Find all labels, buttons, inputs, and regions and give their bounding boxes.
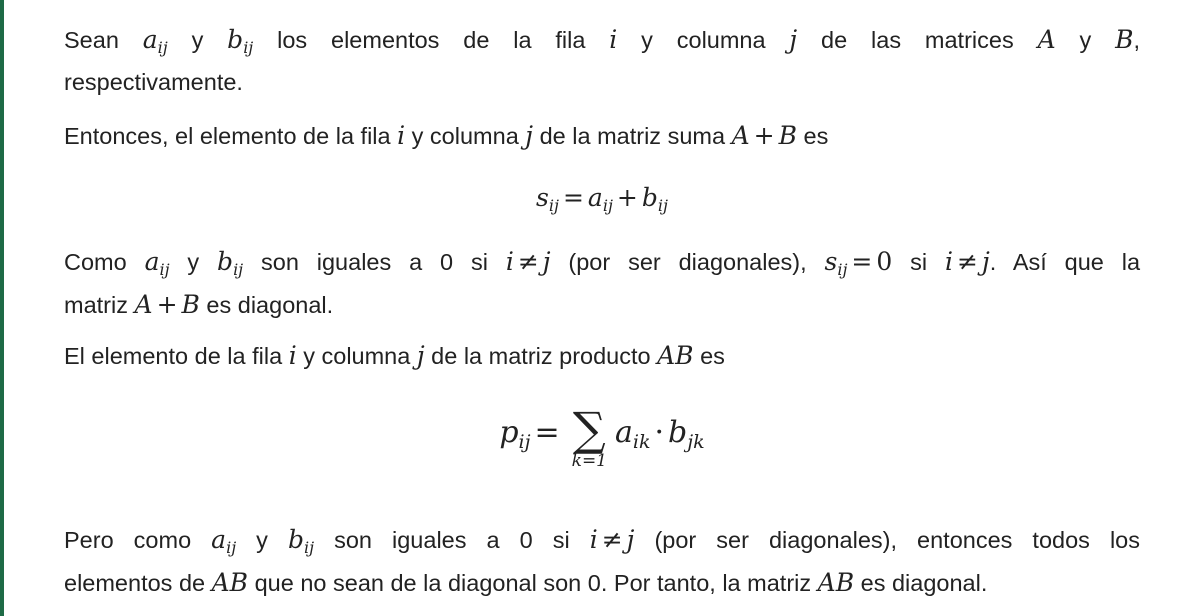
math-not-equal: ≠ (517, 247, 539, 276)
math-AB: AB (817, 568, 855, 597)
paragraph-definitions-line-1 (64, 22, 1140, 65)
text: . Así que la (989, 249, 1141, 275)
math-sub-ij: ij (226, 538, 237, 557)
text: y columna (617, 27, 790, 53)
text: es (796, 123, 829, 149)
math-sub-jk: jk (687, 431, 705, 453)
math-equals: = (562, 183, 584, 212)
math-s: s (536, 183, 549, 212)
math-plus: + (616, 183, 638, 212)
math-not-equal: ≠ (957, 247, 978, 276)
text: matriz (64, 292, 135, 318)
math-AB: AB (211, 568, 249, 597)
text: es diagonal. (199, 292, 334, 318)
math-plus: + (156, 290, 178, 319)
math-B: B (1115, 25, 1134, 54)
math-i: i (589, 525, 598, 554)
text: son iguales a 0 si (243, 249, 506, 275)
math-s: s (824, 247, 838, 276)
text: de la matriz producto (424, 343, 658, 369)
text: elementos de (64, 570, 212, 596)
math-b: b (217, 247, 234, 276)
math-a: a (142, 25, 158, 54)
math-b: b (668, 415, 688, 450)
text: El elemento de la fila (64, 343, 289, 369)
math-sub-ij: ij (548, 196, 559, 215)
math-b: b (641, 183, 658, 212)
text: Como (64, 249, 145, 275)
math-i: i (397, 121, 406, 150)
text: y columna (405, 123, 526, 149)
summation (571, 402, 608, 471)
text: , (1133, 27, 1140, 53)
left-accent-bar (0, 0, 4, 616)
math-sub-ij: ij (233, 260, 244, 279)
math-a: a (211, 525, 227, 554)
math-sub-ij: ij (303, 538, 315, 557)
math-sub-ij: ij (837, 260, 848, 279)
math-i: i (505, 247, 514, 276)
math-sub-ij: ij (159, 260, 170, 279)
equation-product-lhs (499, 415, 563, 453)
math-cdot: · (654, 415, 665, 450)
paragraph-sum-diagonal-line-1 (64, 244, 1140, 287)
math-j: j (416, 341, 425, 370)
math-a: a (615, 415, 633, 450)
summation-lower-limit: k=1 (571, 451, 608, 471)
math-j: j (626, 525, 635, 554)
text: de las matrices (797, 27, 1038, 53)
text: y (169, 249, 218, 275)
text: es (693, 343, 725, 369)
math-zero: 0 (876, 247, 893, 276)
math-AB: AB (657, 341, 694, 370)
text: que no sean de la diagonal son 0. Por tanto, la matriz (248, 570, 818, 596)
math-a: a (587, 183, 603, 212)
math-i: i (609, 25, 618, 54)
paragraph-sum-diagonal-line-2 (64, 287, 1140, 323)
paragraph-product-diagonal (64, 522, 1140, 601)
math-A: A (1037, 25, 1056, 54)
math-not-equal: ≠ (601, 525, 623, 554)
math-j: j (525, 121, 534, 150)
paragraph-sum-diagonal (64, 244, 1140, 323)
math-sub-ij: ij (243, 38, 254, 57)
text: y (236, 527, 288, 553)
text: Pero como (64, 527, 212, 553)
paragraph-product-element (64, 338, 1140, 374)
text: (por ser diagonales), entonces todos los (634, 527, 1140, 553)
math-sub-ij: ij (518, 431, 531, 453)
math-b: b (287, 525, 304, 554)
paragraph-definitions (64, 22, 1140, 100)
math-i: i (945, 247, 953, 276)
text: los elementos de la fila (253, 27, 610, 53)
text: y (1055, 27, 1116, 53)
text: es diagonal. (854, 570, 988, 596)
math-A: A (731, 121, 750, 150)
math-p: p (499, 415, 519, 450)
math-sub-ij: ij (157, 38, 168, 57)
text: Entonces, el elemento de la fila (64, 123, 398, 149)
math-b: b (227, 25, 244, 54)
math-i: i (288, 341, 297, 370)
math-j: j (542, 247, 551, 276)
math-sub-ij: ij (602, 196, 613, 215)
math-sub-ij: ij (657, 196, 668, 215)
math-B: B (778, 121, 797, 150)
text: y (167, 27, 228, 53)
paragraph-sum-element (64, 118, 1140, 154)
math-plus: + (753, 121, 775, 150)
equation-product-rhs (615, 415, 705, 453)
math-j: j (981, 247, 990, 276)
math-A: A (134, 290, 153, 319)
equation-product (64, 402, 1140, 497)
equation-sum (64, 183, 1140, 215)
summation-sigma: ∑ (572, 402, 606, 456)
math-j: j (789, 25, 798, 54)
text: (por ser diagonales), (550, 249, 825, 275)
paragraph-product-diagonal-line-2 (64, 565, 1140, 601)
math-equals: = (534, 415, 560, 450)
math-B: B (181, 290, 200, 319)
paragraph-definitions-line-2: respectivamente. (64, 69, 243, 95)
text: Sean (64, 27, 143, 53)
text: son iguales a 0 si (314, 527, 590, 553)
text: de la matriz suma (533, 123, 732, 149)
text: y columna (296, 343, 417, 369)
math-a: a (144, 247, 160, 276)
text: si (892, 249, 945, 275)
paragraph-product-diagonal-line-1 (64, 522, 1140, 565)
math-sub-ik: ik (632, 431, 651, 453)
math-equals: = (851, 247, 873, 276)
